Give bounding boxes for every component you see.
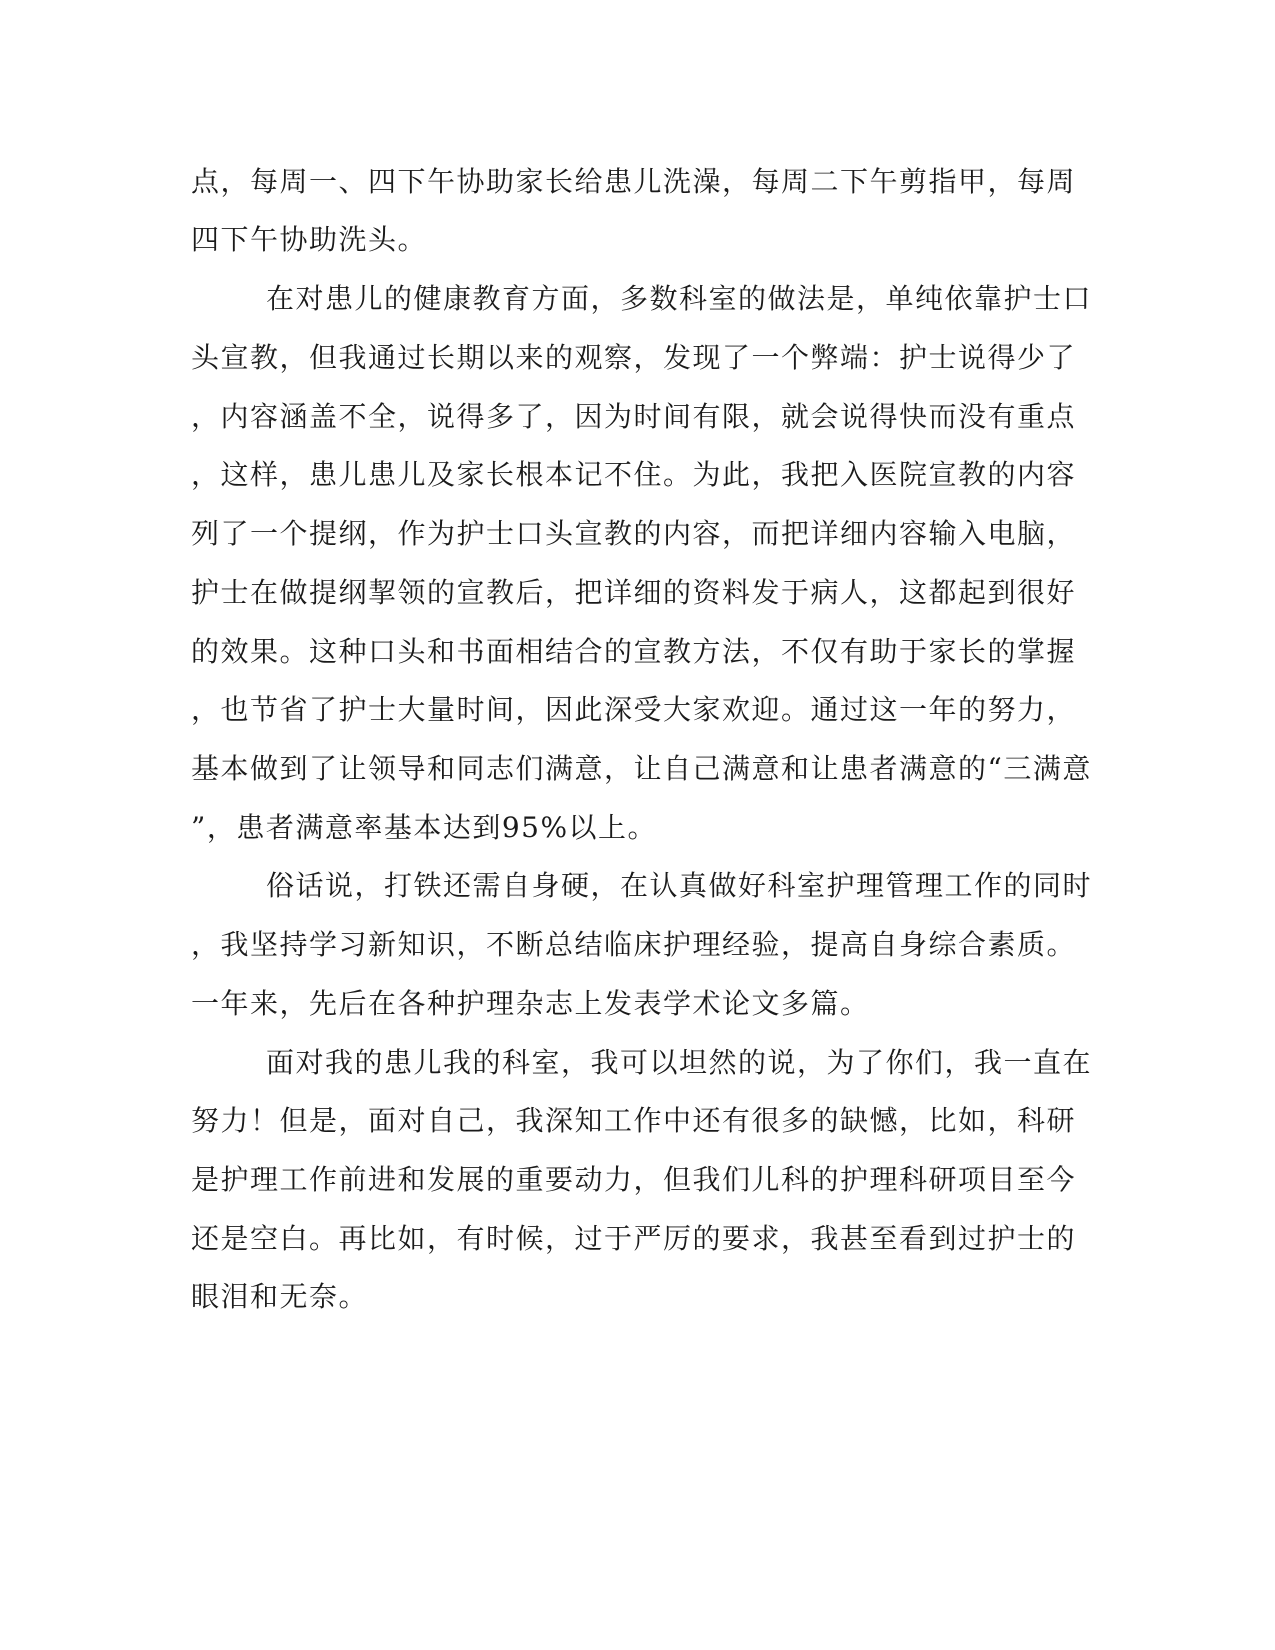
text-line: 眼泪和无奈。 <box>191 1280 369 1313</box>
text-line: 四下午协助洗头。 <box>191 223 428 256</box>
text-line: 面对我的患儿我的科室，我可以坦然的说，为了你们，我一直在 <box>266 1046 1093 1079</box>
text-line: 基本做到了让领导和同志们满意，让自己满意和让患者满意的“三满意 <box>191 752 1092 785</box>
text-line: ，内容涵盖不全，说得多了，因为时间有限，就会说得快而没有重点 <box>191 400 1077 433</box>
text-line: 头宣教，但我通过长期以来的观察，发现了一个弊端：护士说得少了 <box>191 341 1077 374</box>
text-line: 一年来，先后在各种护理杂志上发表学术论文多篇。 <box>191 987 870 1020</box>
text-line: 列了一个提纲，作为护士口头宣教的内容，而把详细内容输入电脑， <box>191 517 1077 550</box>
text-line: 俗话说，打铁还需自身硬，在认真做好科室护理管理工作的同时 <box>266 869 1093 902</box>
text-line: 还是空白。再比如，有时候，过于严厉的要求，我甚至看到过护士的 <box>191 1222 1077 1255</box>
text-line: 在对患儿的健康教育方面，多数科室的做法是，单纯依靠护士口 <box>266 282 1093 315</box>
text-line: 的效果。这种口头和书面相结合的宣教方法，不仅有助于家长的掌握 <box>191 635 1077 668</box>
text-line: 护士在做提纲挈领的宣教后，把详细的资料发于病人，这都起到很好 <box>191 576 1077 609</box>
text-line: 努力！但是，面对自己，我深知工作中还有很多的缺憾，比如，科研 <box>191 1104 1077 1137</box>
text-line: ”，患者满意率基本达到95%以上。 <box>191 811 658 844</box>
text-line: 点，每周一、四下午协助家长给患儿洗澡，每周二下午剪指甲，每周 <box>191 165 1077 198</box>
text-line: ，我坚持学习新知识，不断总结临床护理经验，提高自身综合素质。 <box>191 928 1077 961</box>
text-line: ，也节省了护士大量时间，因此深受大家欢迎。通过这一年的努力， <box>191 693 1077 726</box>
text-line: ，这样，患儿患儿及家长根本记不住。为此，我把入医院宣教的内容 <box>191 458 1077 491</box>
text-line: 是护理工作前进和发展的重要动力，但我们儿科的护理科研项目至今 <box>191 1163 1077 1196</box>
